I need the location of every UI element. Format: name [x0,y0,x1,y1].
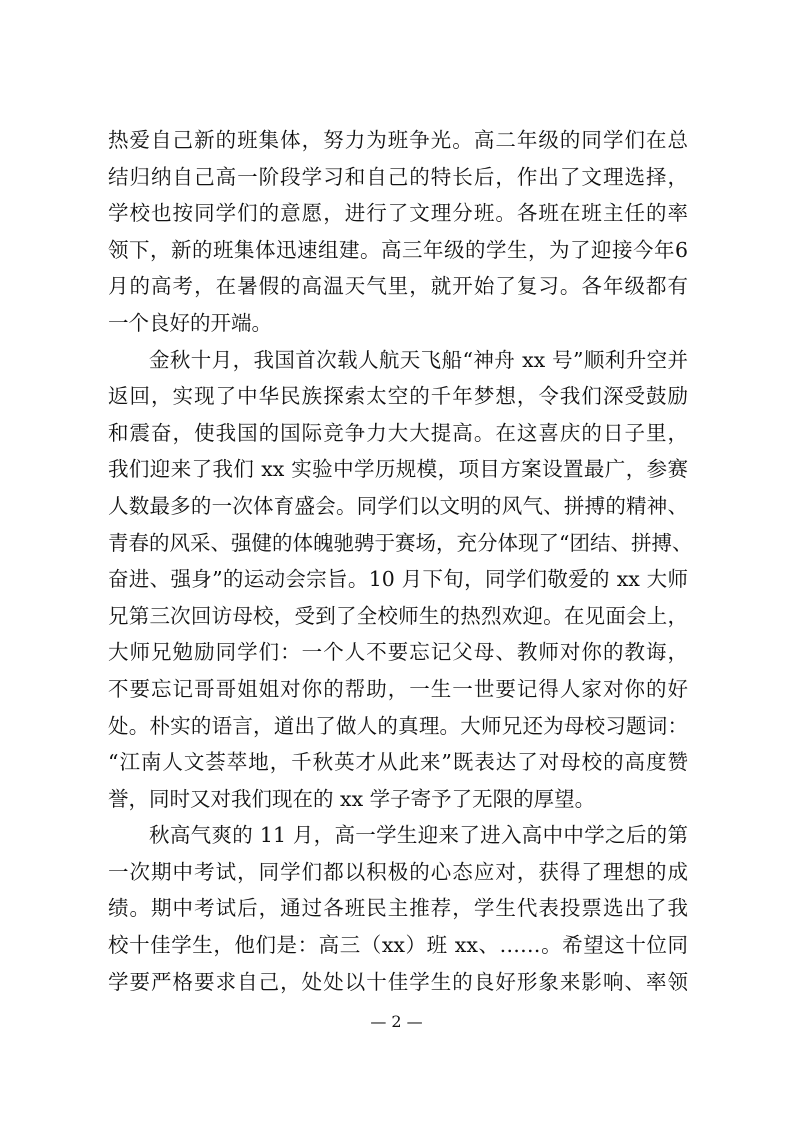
text-line: 结归纳自己高一阶段学习和自己的特长后，作出了文理选择， [108,164,688,189]
text-line: 兄第三次回访母校，受到了全校师生的热烈欢迎。在见面会上， [108,603,688,628]
text-line: 一个良好的开端。 [108,310,272,335]
text-line: 领下，新的班集体迅速组建。高三年级的学生，为了迎接今年6 [108,237,688,262]
text-line: “江南人文荟萃地，千秋英才从此来”既表达了对母校的高度赞 [108,750,688,775]
paragraph-2 [108,342,693,818]
paragraph-1 [108,122,688,342]
document-body [108,122,693,1000]
text-line: 奋进、强身”的运动会宗旨。10 月下旬，同学们敬爱的 xx 大师 [108,567,688,592]
paragraph-3 [108,817,688,1000]
text-line: 誉，同时又对我们现在的 xx 学子寄予了无限的厚望。 [108,786,596,811]
text-line: 绩。期中考试后，通过各班民主推荐，学生代表投票选出了我 [108,896,688,921]
text-line: 热爱自己新的班集体，努力为班争光。高二年级的同学们在总 [108,128,688,152]
text-line: 学要严格要求自己，处处以十佳学生的良好形象来影响、率领 [108,969,688,994]
text-line: 人数最多的一次体育盛会。同学们以文明的风气、拼搏的精神、 [108,493,688,518]
page-number: — 2 — [370,1012,423,1031]
text-line: 大师兄勉励同学们：一个人不要忘记父母、教师对你的教诲， [108,640,688,665]
text-line: 学校也按同学们的意愿，进行了文理分班。各班在班主任的率 [108,201,688,226]
text-line: 处。朴实的语言，道出了做人的真理。大师兄还为母校习题词： [108,713,688,738]
text-line: 青春的风采、强健的体魄驰骋于赛场，充分体现了“团结、拼搏、 [108,530,693,555]
text-line: 校十佳学生，他们是：高三（xx）班 xx、……。希望这十位同 [108,933,688,958]
text-line: 秋高气爽的 11 月，高一学生迎来了进入高中中学之后的第 [149,823,688,848]
text-line: 月的高考，在暑假的高温天气里，就开始了复习。各年级都有 [108,274,688,299]
text-line: 返回，实现了中华民族探索太空的千年梦想，令我们深受鼓励 [108,384,688,409]
text-line: 我们迎来了我们 xx 实验中学历规模，项目方案设置最广，参赛 [108,457,688,482]
text-line: 金秋十月，我国首次载人航天飞船“神舟 xx 号”顺利升空并 [149,347,688,372]
text-line: 和震奋，使我国的国际竞争力大大提高。在这喜庆的日子里， [108,420,688,445]
text-line: 不要忘记哥哥姐姐对你的帮助，一生一世要记得人家对你的好 [108,676,688,701]
text-line: 一次期中考试，同学们都以积极的心态应对，获得了理想的成 [108,859,688,884]
